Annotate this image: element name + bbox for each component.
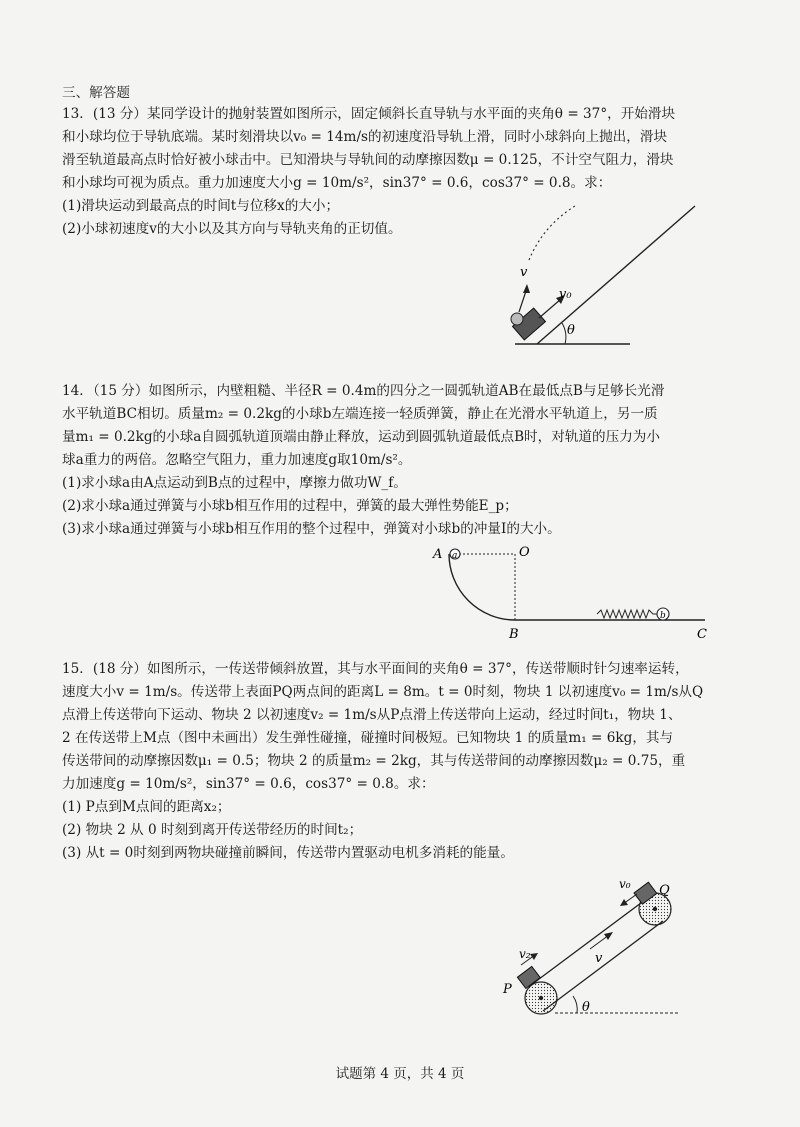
q15-theta-label: θ <box>582 1000 590 1015</box>
q14-line-3: 量m₁ = 0.2kg的小球a自圆弧轨道顶端由静止释放，运动到圆弧轨道最低点B时，对轨道的压力为小 <box>62 429 660 445</box>
q14-line-7: (3)求小球a通过弹簧与小球b相互作用的整个过程中，弹簧对小球b的冲量I的大小。 <box>62 521 561 537</box>
q14-b-label: b <box>660 611 666 621</box>
q15-Q-label: Q <box>659 883 670 898</box>
q14-a-label: a <box>452 551 458 561</box>
q15-line-2: 速度大小v = 1m/s。传送带上表面PQ两点间的距离L = 8m。t = 0时刻，物块 1 以初速度v₀ = 1m/s从Q <box>62 684 704 700</box>
page-footer: 试题第 4 页，共 4 页 <box>335 1066 465 1082</box>
q14-line-2: 水平轨道BC相切。质量m₂ = 0.2kg的小球b左端连接一轻质弹簧，静止在光滑水平轨道上，另一质 <box>62 406 658 422</box>
q15-line-9: (3) 从t = 0时刻到两物块碰撞前瞬间，传送带内置驱动电机多消耗的能量。 <box>62 845 514 861</box>
q15-line-3: 点滑上传送带向下运动、物块 2 以初速度v₂ = 1m/s从P点滑上传送带向上运动，经过时间t₁，物块 1、 <box>62 707 682 723</box>
q13-line-5: (1)滑块运动到最高点的时间t与位移x的大小； <box>62 198 340 214</box>
q13-line-1: 13．(13 分）某同学设计的抛射装置如图所示，固定倾斜长直导轨与水平面的夹角θ = 37°，开始滑块 <box>62 106 676 122</box>
q15-line-8: (2) 物块 2 从 0 时刻到离开传送带经历的时间t₂； <box>62 822 363 838</box>
q15-line-1: 15．(18 分）如图所示，一传送带倾斜放置，其与水平面间的夹角θ = 37°，传送带顺时针匀速率运转， <box>62 661 689 677</box>
q13-v0-label: v₀ <box>559 287 572 302</box>
q14-track-figure <box>425 540 715 645</box>
q15-v2-label: v₂ <box>519 947 531 961</box>
q15-conveyor-figure <box>495 872 695 1032</box>
q14-O-label: O <box>519 545 530 560</box>
q15-v0-label: v₀ <box>619 877 631 891</box>
q13-incline-figure <box>495 198 705 358</box>
q15-v-label: v <box>595 951 603 966</box>
q15-line-6: 力加速度g = 10m/s²，sin37° = 0.6，cos37° = 0.8。求： <box>62 776 435 792</box>
q14-line-4: 球a重力的两倍。忽略空气阻力，重力加速度g取10m/s²。 <box>62 452 412 468</box>
q13-line-4: 和小球均可视为质点。重力加速度大小g = 10m/s²，sin37° = 0.6，cos37° = 0.8。求： <box>62 175 612 191</box>
q15-line-5: 传送带间的动摩擦因数μ₁ = 0.5；物块 2 的质量m₂ = 2kg，其与传送带间的动摩擦因数μ₂ = 0.75，重 <box>62 753 686 769</box>
q14-line-6: (2)求小球a通过弹簧与小球b相互作用的过程中，弹簧的最大弹性势能E_p； <box>62 498 518 514</box>
q13-v-label: v <box>520 265 528 280</box>
q13-theta-label: θ <box>567 323 575 338</box>
q13-line-6: (2)小球初速度v的大小以及其方向与导轨夹角的正切值。 <box>62 221 402 237</box>
q15-line-7: (1) P点到M点间的距离x₂； <box>62 799 231 815</box>
q13-line-3: 滑至轨道最高点时恰好被小球击中。已知滑块与导轨间的动摩擦因数μ = 0.125，不计空气阻力，滑块 <box>62 152 674 168</box>
q14-line-1: 14．（15 分）如图所示，内壁粗糙、半径R = 0.4m的四分之一圆弧轨道AB在最低点B与足够长光滑 <box>62 383 665 399</box>
q14-C-label: C <box>697 627 707 642</box>
q13-line-2: 和小球均位于导轨底端。某时刻滑块以v₀ = 14m/s的初速度沿导轨上滑，同时小球斜向上抛出，滑块 <box>62 129 668 145</box>
q15-line-4: 2 在传送带上M点（图中未画出）发生弹性碰撞，碰撞时间极短。已知物块 1 的质量m₁ = 6kg，其与 <box>62 730 674 746</box>
q14-B-label: B <box>509 627 519 642</box>
q14-line-5: (1)求小球a由A点运动到B点的过程中，摩擦力做功W_f。 <box>62 475 407 491</box>
q15-P-label: P <box>503 982 512 997</box>
section-title: 三、解答题 <box>62 85 130 101</box>
q14-A-label: A <box>433 547 443 562</box>
